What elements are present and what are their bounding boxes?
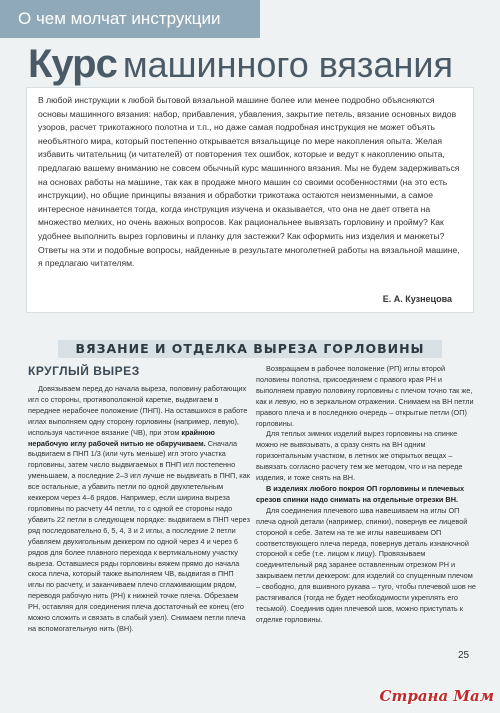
right-paragraph-1: Возвращаем в рабочее положение (РП) иглы второй половины полотна, присоединяем с правого края РН и выполняем правую половину горловины с плечом точно так же, как и левую, но в зеркальном отражении. Снимаем на ВН петли правого плеча и в последнюю очередь – открытые петли (ОП) горловины.: [256, 364, 474, 428]
title-bold: Курс: [28, 42, 117, 86]
section-title: ВЯЗАНИЕ И ОТДЕЛКА ВЫРЕЗА ГОРЛОВИНЫ: [75, 341, 425, 356]
left-column: [28, 384, 250, 635]
right-paragraph-3: [256, 484, 478, 506]
left-paragraph-1: [28, 384, 250, 635]
left-p1-bold: крайнюю нерабочую иглу рабочей нитью не обкручиваем.: [28, 427, 215, 448]
site-watermark: Страна Мам: [379, 687, 494, 705]
title-rest: машинного вязания: [122, 44, 453, 85]
intro-author: Е. А. Кузнецова: [382, 294, 452, 304]
left-p1-a: Довязываем перед до начала выреза, половину работающих игл со стороны, противоположной каретке, выдвигаем в переднее нерабочее положение (ПНП). На оставшихся в работе иглах выполняем одну сторону горловины (например, левую), используя частичное вязание (ЧВ), при этом: [28, 384, 248, 437]
intro-text: В любой инструкции к любой бытовой вязальной машине более или менее подробно объясняются основы машинного вязания: набор, прибавления, убавления, закрытие петель, вязание основных видов узоров, расчет трикотажного полотна и т.п., но даже самая подробная инструкция не может объять необъятного мира, который постепенно открывается вязальщице по мере накопления опыта. Желая избавить читательниц (и читателей) от повторения тех ошибок, которые и ведут к накоплению опыта, предлагаю вашему вниманию не совсем обычный курс машинного вязания. Мы не будем задерживаться на основах работы на машине, так как в продаже много машин со своими особенностями (на это есть инструкции), но общие принципы вязания и обработки трикотажа остаются неизменными, а самое интересное начинается тогда, когда инструкция изучена и оказывается, что она не дает ответа на множество мелких, но очень важных вопросов. Как рациональнее вывязать горловину и пройму? Как удобнее выполнить вырез горловины и планку для застежки? Как оформить низ изделия и манжеты? Ответы на эти и подобные вопросы, найденные в результате многолетней работы на вязальной машине, я предлагаю читателям.: [38, 95, 460, 269]
right-column: [256, 364, 478, 626]
page-number: 25: [458, 650, 470, 661]
header-band-text: О чем молчат инструкции: [18, 9, 221, 28]
subhead-round-neck: КРУГЛЫЙ ВЫРЕЗ: [28, 364, 140, 378]
header-band: [0, 0, 260, 38]
right-paragraph-4: Для соединения плечевого шва навешиваем на иглы ОП плеча одной детали (например, спинки), повернув ее лицевой стороной к себе. Затем на те же иглы навешиваем ОП соответствующего плеча переда, повернув деталь изнаночной стороной к себе (т.е. лицом к лицу). Провязываем соединительный ряд заранее оставленным отрезком РН и закрываем петли деккером: для изделий со спущенным плечом – свободно, для вшивного рукава – туго, чтобы плечевой шов не растягивался (тогда не будет необходимости укреплять его тесьмой). Соединив один плечевой шов, можно приступать к отделке горловины.: [256, 505, 476, 624]
right-p3-bold: В изделиях любого покроя ОП горловины и плечевых срезов спинки надо снимать на отдельные отрезки ВН.: [256, 483, 465, 504]
left-p1-b: Сначала выдвигаем в ПНП 1/3 (или чуть меньше) игл этого участка горловины, затем число выдвигаемых в ПНП игл постепенно уменьшаем, а последние 2–3 игл лучше не выдвигать в ПНП, как все остальные, а убавить петли по одной двухпетельным кеккером через 4–6 рядов. Например, если ширина выреза горловины по расчету 44 петли, то с одной ее стороны надо убавить 22 петли в следующем порядке: выдвигаем в ПНП через ряд последовательно 6, 5, 4, 3 и 2 иглы, а последние 2 петли убавляем двухигольным деккером по одной через 4 и через 6 рядов для более плавного перехода к вертикальному участку выреза. Оставшиеся ряды горловины вяжем прямо до начала скоса плеча, который также выполняем ЧВ, выдвигая в ПНП иглы по расчету, и заканчиваем плечо сглаживающим рядом, переводя рабочую нить (РН) к нижней точке плеча. Обрезаем РН, оставляя для соединения плеча достаточный ее конец (его можно сложить и связать в слабый узел). Снимаем петли плеча на вспомогательную нить (ВН).: [28, 438, 250, 633]
right-paragraph-2: Для теплых зимних изделий вырез горловины на спинке можно не вывязывать, а сразу снять на ВН одним горизонтальным участком, в летних же открытых вещах – вывязать согласно расчету тем же методом, что и на переде изделия, и тоже снять на ВН.: [256, 429, 463, 483]
